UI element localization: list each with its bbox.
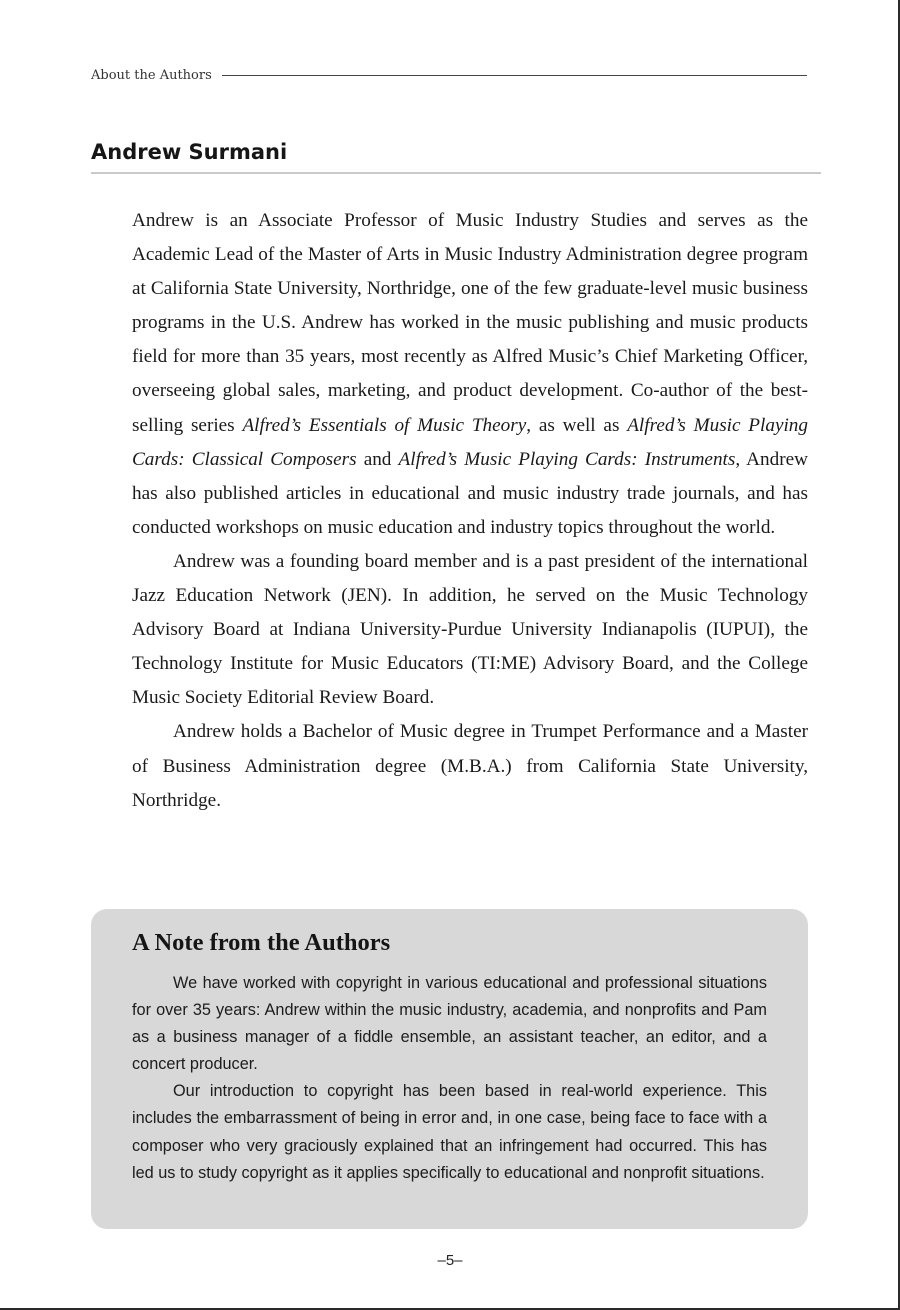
note-paragraph-2: Our introduction to copyright has been based in real-world experience. This includes the embarrassment of being in error and, in one case, being face to face with a composer who very graciously explained that an infringement had occurred. This has led us to study copyright as it applies specifically to educational and nonprofit situations. [132, 1082, 767, 1182]
page-number: –5– [437, 1252, 463, 1269]
note-title: A Note from the Authors [132, 929, 391, 956]
bio-paragraph-2: Andrew was a founding board member and is a past president of the international Jazz Education Network (JEN). In addition, he served on the Music Technology Advisory Board at Indiana University-Purdue University Indianapolis (IUPUI), the Technology Institute for Music Educators (TI:ME) Advisory Board, and the College Music Society Editorial Review Board. [132, 550, 808, 709]
bio-text: , Andrew has also published articles in educational and music industry trade journals, and has conducted workshops on music education and industry topics throughout the world. [132, 448, 808, 538]
author-name-heading: Andrew Surmani [91, 140, 288, 164]
bio-text: Andrew is an Associate Professor of Music Industry Studies and serves as the Academic Lead of the Master of Arts in Music Industry Administration degree program at California State University, Northridge, one of the few graduate-level music business programs in the U.S. Andrew has worked in the music publishing and music products field for more than 35 years, most recently as Alfred Music’s Chief Marketing Officer, overseeing global sales, marketing, and product development. Co-author of the best-selling series [132, 210, 808, 436]
book-title: Alfred’s Music Playing Cards: Classical Composers [132, 414, 808, 470]
header-rule [222, 75, 807, 76]
bio-paragraph-3: Andrew holds a Bachelor of Music degree in Trumpet Performance and a Master of Business Administration degree (M.B.A.) from California State University, Northridge. [132, 721, 808, 811]
note-paragraph-1: We have worked with copyright in various educational and professional situations for over 35 years: Andrew within the music industry, academia, and nonprofits and Pam as a business manager of a fiddle ensemble, an assistant teacher, an editor, and a concert producer. [132, 974, 767, 1074]
book-title: Alfred’s Essentials of Music Theory [242, 414, 527, 436]
author-bio [132, 204, 808, 818]
bio-text: , as well as [526, 414, 628, 436]
bio-text: and [356, 448, 399, 470]
running-header [91, 68, 807, 83]
book-title: Alfred’s Music Playing Cards: Instruments [398, 448, 736, 470]
running-header-title: About the Authors [91, 68, 212, 83]
note-body [132, 970, 767, 1187]
bio-paragraph-1 [132, 204, 808, 545]
heading-underline [91, 172, 821, 174]
